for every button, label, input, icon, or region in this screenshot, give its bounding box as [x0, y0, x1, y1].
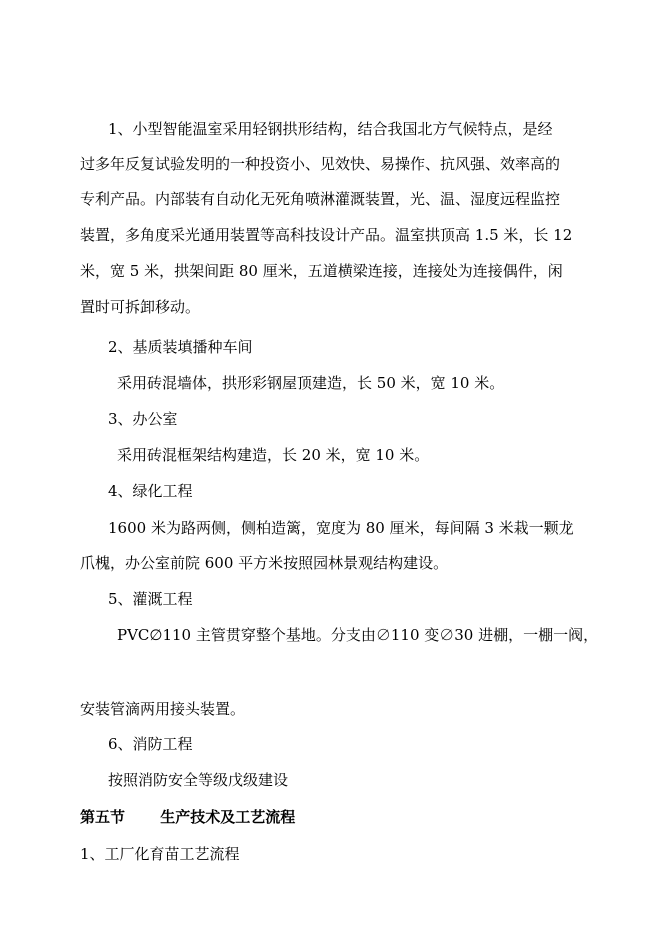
paragraph-line: 1、小型智能温室采用轻钢拱形结构，结合我国北方气候特点，是经 — [108, 120, 553, 138]
paragraph-line: 安装管滴两用接头装置。 — [80, 700, 246, 718]
section-heading — [80, 808, 295, 826]
paragraph-line: 1600 米为路两侧，侧柏造篱，宽度为 80 厘米，每间隔 3 米栽一颗龙 — [108, 519, 574, 537]
paragraph-line: 专利产品。内部装有自动化无死角喷淋灌溉装置，光、温、湿度远程监控 — [80, 190, 561, 208]
paragraph-line: 米，宽 5 米，拱架间距 80 厘米，五道横梁连接，连接处为连接偶件，闲 — [80, 262, 563, 280]
paragraph-line: 采用砖混墙体，拱形彩钢屋顶建造，长 50 米，宽 10 米。 — [117, 374, 505, 392]
paragraph-line: 采用砖混框架结构建造，长 20 米，宽 10 米。 — [117, 446, 430, 464]
item-heading: 6、消防工程 — [108, 735, 193, 753]
paragraph-line: 按照消防安全等级戊级建设 — [108, 771, 289, 789]
item-heading: 5、灌溉工程 — [108, 590, 193, 608]
paragraph-line: 过多年反复试验发明的一种投资小、见效快、易操作、抗风强、效率高的 — [80, 155, 561, 173]
item-heading: 4、绿化工程 — [108, 482, 193, 500]
paragraph-line: 装置，多角度采光通用装置等高科技设计产品。温室拱顶高 1.5 米，长 12 — [80, 226, 573, 244]
section-number: 第五节 — [80, 808, 126, 826]
subheading: 1、工厂化育苗工艺流程 — [80, 845, 240, 863]
paragraph-line: 置时可拆卸移动。 — [80, 298, 201, 316]
section-title: 生产技术及工艺流程 — [160, 808, 296, 826]
paragraph-line: 爪槐，办公室前院 600 平方米按照园林景观结构建设。 — [80, 554, 449, 572]
item-heading: 3、办公室 — [108, 410, 178, 428]
paragraph-line: PVC∅110 主管贯穿整个基地。分支由∅110 变∅30 进棚，一棚一阀， — [117, 626, 599, 644]
item-heading: 2、基质装填播种车间 — [108, 338, 253, 356]
